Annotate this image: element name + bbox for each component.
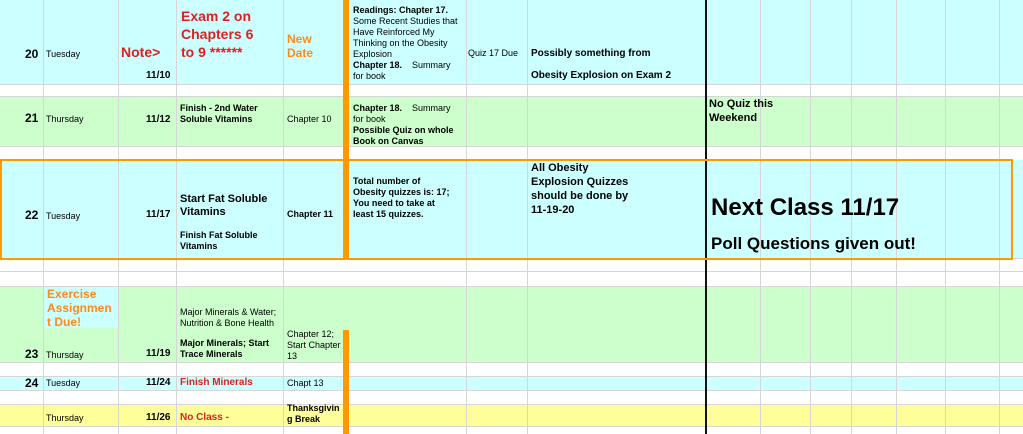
- readings-text[interactable]: for book: [353, 71, 386, 81]
- readings-text[interactable]: Thinking on the Obesity: [353, 38, 448, 48]
- topic-cell[interactable]: Nutrition & Bone Health: [180, 318, 275, 328]
- grid-row-line: [0, 404, 1023, 405]
- quiz-deadline-text[interactable]: 11-19-20: [531, 204, 575, 216]
- date-cell[interactable]: 11/10: [146, 70, 171, 81]
- readings-chapter[interactable]: Chapter 18.: [353, 103, 403, 113]
- quiz-total-text[interactable]: Total number of: [353, 176, 421, 186]
- orange-column-divider-lower: [343, 330, 349, 434]
- grid-row-line: [0, 96, 1023, 97]
- date-cell[interactable]: 11/19: [146, 348, 171, 359]
- chapter-cell[interactable]: Chapter 10: [287, 114, 332, 124]
- grid-row-line: [0, 271, 1023, 272]
- quiz-deadline-text[interactable]: should be done by: [531, 190, 629, 202]
- grid-row-line: [0, 426, 1023, 427]
- readings-text[interactable]: Summary: [412, 103, 451, 113]
- grid-row-line: [0, 84, 1023, 85]
- day-cell[interactable]: Thursday: [46, 350, 84, 360]
- readings-text[interactable]: for book: [353, 114, 386, 124]
- grid-row-line: [0, 390, 1023, 391]
- day-cell[interactable]: Tuesday: [46, 378, 81, 388]
- no-quiz-notice[interactable]: Weekend: [709, 112, 758, 124]
- topic-cell[interactable]: Finish Fat Soluble: [180, 230, 258, 240]
- next-class-heading[interactable]: Next Class 11/17: [711, 194, 900, 221]
- row-number[interactable]: 20: [25, 47, 39, 61]
- exercise-notice[interactable]: Exercise: [47, 287, 97, 301]
- no-quiz-notice[interactable]: No Quiz this: [709, 98, 774, 110]
- exercise-notice[interactable]: Assignmen: [47, 301, 112, 315]
- topic-cell[interactable]: Finish - 2nd Water: [180, 103, 258, 113]
- day-cell[interactable]: Tuesday: [46, 49, 81, 59]
- day-cell[interactable]: Thursday: [46, 114, 84, 124]
- grid-row-line: [0, 362, 1023, 363]
- topic-cell[interactable]: Vitamins: [180, 241, 218, 251]
- row-number[interactable]: 21: [25, 111, 39, 125]
- exam-notice[interactable]: Chapters 6: [181, 26, 254, 42]
- date-cell[interactable]: 11/12: [146, 114, 171, 125]
- quiz-deadline-text[interactable]: Explosion Quizzes: [531, 176, 629, 188]
- quiz-due-cell[interactable]: Quiz 17 Due: [468, 48, 519, 58]
- grid-row-line: [0, 146, 1023, 147]
- chapter-cell[interactable]: Chapter 11: [287, 209, 334, 219]
- date-cell[interactable]: 11/24: [146, 377, 171, 388]
- quiz-total-text[interactable]: least 15 quizzes.: [353, 209, 424, 219]
- readings-text[interactable]: Explosion: [353, 49, 393, 59]
- day-cell[interactable]: Thursday: [46, 413, 84, 423]
- quiz-total-text[interactable]: Obesity quizzes is: 17;: [353, 187, 450, 197]
- possible-quiz-text[interactable]: Book on Canvas: [353, 136, 424, 146]
- topic-cell[interactable]: Major Minerals & Water;: [180, 307, 277, 317]
- row-number[interactable]: 24: [25, 376, 39, 390]
- topic-cell[interactable]: Trace Minerals: [180, 349, 243, 359]
- chapter-cell[interactable]: Chapt 13: [287, 378, 324, 388]
- note-label[interactable]: Note>: [121, 44, 161, 60]
- exercise-notice[interactable]: t Due!: [47, 315, 81, 329]
- possible-quiz-text[interactable]: Possible Quiz on whole: [353, 125, 454, 135]
- new-date-label[interactable]: Date: [287, 46, 314, 60]
- new-date-label[interactable]: New: [287, 32, 312, 46]
- readings-text[interactable]: Have Reinforced My: [353, 27, 435, 37]
- quiz-total-text[interactable]: You need to take at: [353, 198, 435, 208]
- exam-possibility-text[interactable]: Possibly something from: [531, 48, 651, 59]
- topic-cell[interactable]: Finish Minerals: [180, 377, 253, 388]
- topic-cell[interactable]: Start Fat Soluble: [180, 193, 268, 205]
- poll-notice[interactable]: Poll Questions given out!: [711, 234, 916, 253]
- holiday-note[interactable]: Thanksgivin: [287, 403, 340, 413]
- readings-text[interactable]: Some Recent Studies that: [353, 16, 458, 26]
- readings-chapter[interactable]: Chapter 18.: [353, 60, 403, 70]
- exam-notice[interactable]: to 9 ******: [181, 44, 243, 60]
- topic-cell[interactable]: Soluble Vitamins: [180, 114, 253, 124]
- row-number[interactable]: 22: [25, 208, 39, 222]
- chapter-cell[interactable]: Chapter 12;: [287, 329, 335, 339]
- quiz-deadline-text[interactable]: All Obesity: [531, 162, 589, 174]
- chapter-cell[interactable]: 13: [287, 351, 298, 361]
- holiday-note[interactable]: g Break: [287, 414, 321, 424]
- topic-cell[interactable]: No Class -: [180, 412, 229, 423]
- readings-text[interactable]: Summary: [412, 60, 451, 70]
- exam-possibility-text[interactable]: Obesity Explosion on Exam 2: [531, 70, 672, 81]
- date-cell[interactable]: 11/17: [146, 209, 171, 220]
- date-cell[interactable]: 11/26: [146, 412, 171, 423]
- exam-notice[interactable]: Exam 2 on: [181, 8, 252, 24]
- readings-heading[interactable]: Readings: Chapter 17.: [353, 5, 449, 15]
- row-number[interactable]: 23: [25, 347, 39, 361]
- topic-cell[interactable]: Major Minerals; Start: [180, 338, 270, 348]
- day-cell[interactable]: Tuesday: [46, 211, 81, 221]
- grid-row-line: [0, 286, 1023, 287]
- chapter-cell[interactable]: Start Chapter: [287, 340, 341, 350]
- topic-cell[interactable]: Vitamins: [180, 206, 226, 218]
